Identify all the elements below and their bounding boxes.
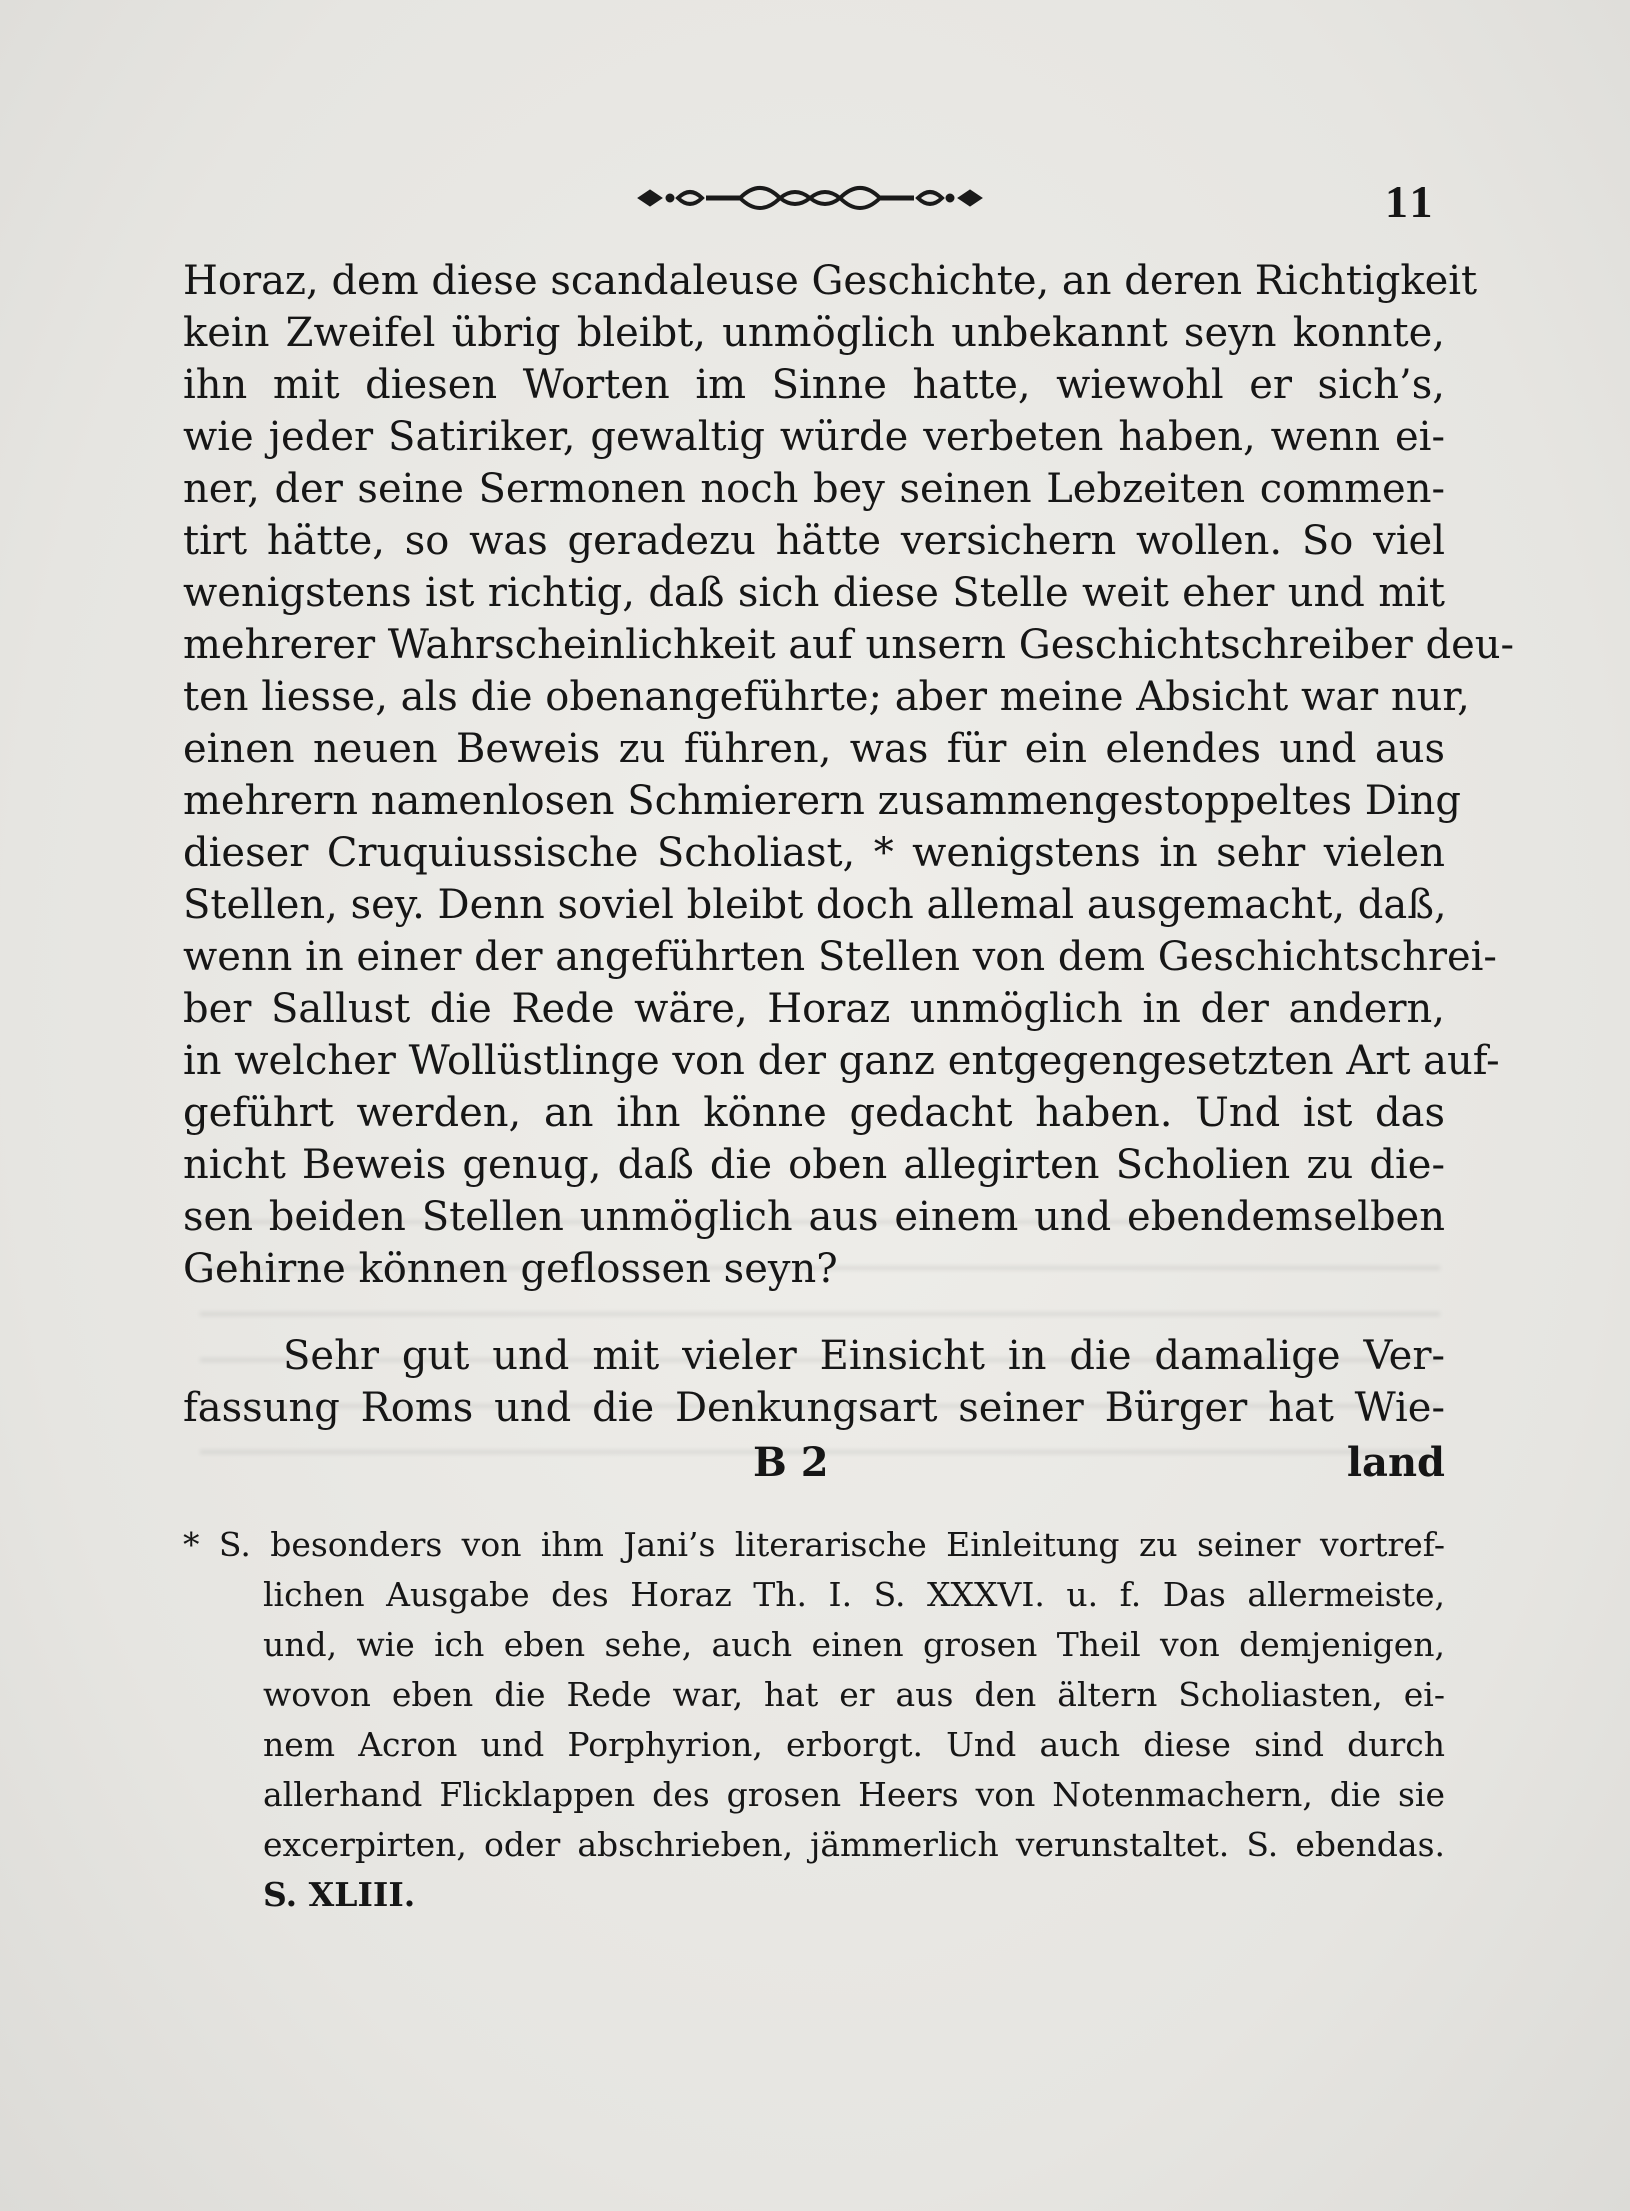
text-line: sen beiden Stellen unmöglich aus einem und ebendemselben [183,1194,1445,1240]
text-line: fassung Roms und die Denkungsart seiner Bürger hat Wie- [183,1385,1445,1431]
text-line: ner, der seine Sermonen noch bey seinen Lebzeiten commen- [183,466,1445,512]
text-line: ber Sallust die Rede wäre, Horaz unmöglich in der andern, [183,986,1445,1032]
text-line: Sehr gut und mit vieler Einsicht in die damalige Ver- [283,1333,1445,1379]
footnote-line: allerhand Flicklappen des grosen Heers von Notenmachern, die sie [263,1775,1445,1814]
text-line: Gehirne können geflossen seyn? [183,1246,838,1292]
text-line: tirt hätte, so was geradezu hätte versichern wollen. So viel [183,518,1445,564]
footnote-line: und, wie ich eben sehe, auch einen grosen Theil von demjenigen, [263,1625,1445,1664]
text-line: mehrerer Wahrscheinlichkeit auf unsern Geschichtschreiber deu- [183,622,1515,668]
text-line: dieser Cruquiussische Scholiast, * wenigstens in sehr vielen [183,830,1445,876]
footnote-line: * S. besonders von ihm Jani’s literarische Einleitung zu seiner vortref- [183,1525,1445,1564]
text-line: einen neuen Beweis zu führen, was für ein elendes und aus [183,726,1445,772]
text-line: in welcher Wollüstlinge von der ganz entgegengesetzten Art auf- [183,1038,1500,1084]
footnote-line: excerpirten, oder abschrieben, jämmerlich verunstaltet. S. ebendas. [263,1825,1445,1864]
headpiece-ornament [630,168,990,228]
printer-signature: B 2 [753,1439,829,1486]
text-line: wenn in einer der angeführten Stellen von dem Geschichtschrei- [183,934,1497,980]
text-line: kein Zweifel übrig bleibt, unmöglich unbekannt seyn konnte, [183,310,1445,356]
text-line: geführt werden, an ihn könne gedacht haben. Und ist das [183,1090,1445,1136]
text-line: nicht Beweis genug, daß die oben allegirten Scholien zu die- [183,1142,1445,1188]
text-line: wie jeder Satiriker, gewaltig würde verbeten haben, wenn ei- [183,414,1445,460]
page-number: 11 [1385,176,1437,227]
text-line: Stellen, sey. Denn soviel bleibt doch allemal ausgemacht, daß, [183,882,1447,928]
catchword: land [1346,1439,1445,1486]
text-line: Horaz, dem diese scandaleuse Geschichte, an deren Richtigkeit [183,258,1478,304]
footnote-line: wovon eben die Rede war, hat er aus den ältern Scholiasten, ei- [263,1675,1445,1714]
footnote-line: nem Acron und Porphyrion, erborgt. Und auch diese sind durch [263,1725,1445,1764]
signature-line [183,1437,1445,1489]
footnote-line: lichen Ausgabe des Horaz Th. I. S. XXXVI. u. f. Das allermeiste, [263,1575,1445,1614]
text-line: wenigstens ist richtig, daß sich diese Stelle weit eher und mit [183,570,1445,616]
text-line: ten liesse, als die obenangeführte; aber meine Absicht war nur, [183,674,1470,720]
footnote-line: S. XLIII. [263,1875,416,1914]
text-line: mehrern namenlosen Schmierern zusammengestoppeltes Ding [183,778,1461,824]
text-line: ihn mit diesen Worten im Sinne hatte, wiewohl er sich’s, [183,362,1445,408]
